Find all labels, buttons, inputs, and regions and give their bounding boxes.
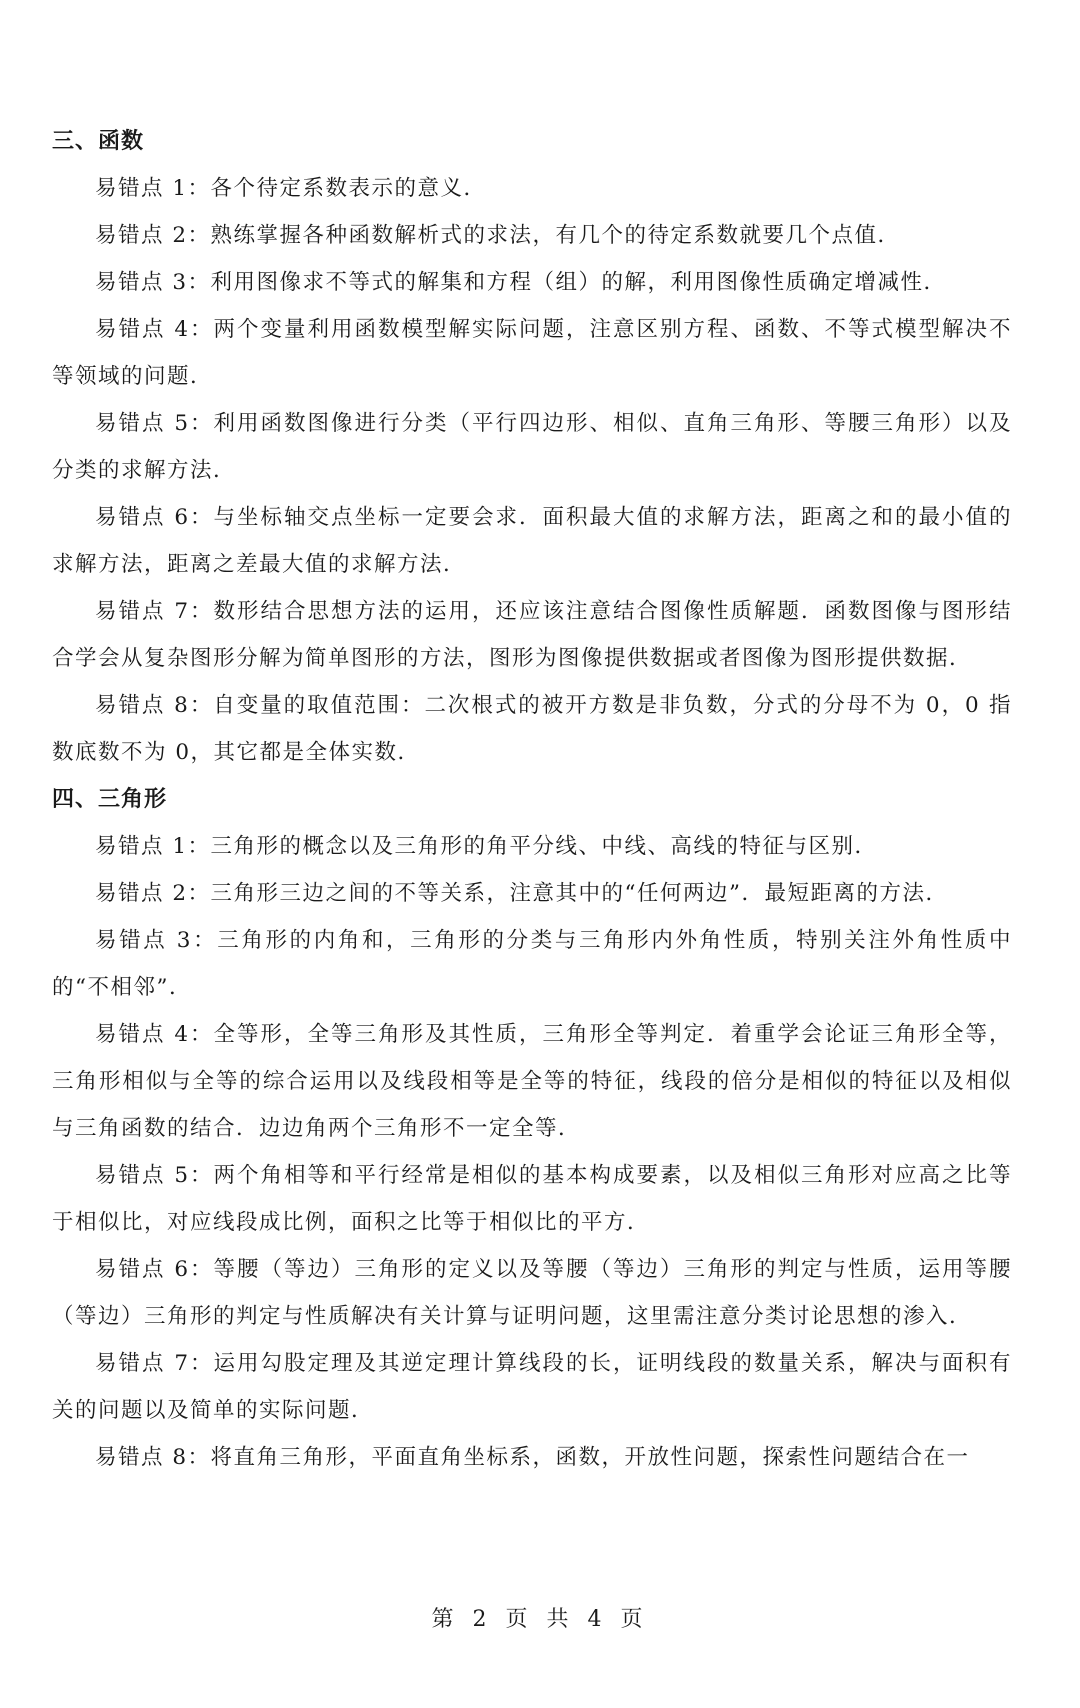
item-text: 将直角三角形，平面直角坐标系，函数，开放性问题，探索性问题结合在一	[210, 1445, 970, 1470]
list-item	[52, 165, 1012, 212]
item-text: 数形结合思想方法的运用，还应该注意结合图像性质解题．函数图像与图形结合学会从复杂图形分解为简单图形的方法，图形为图像提供数据或者图像为图形提供数据．	[52, 599, 1012, 671]
list-item	[52, 682, 1012, 776]
list-item	[52, 212, 1012, 259]
item-label: 易错点 1：	[95, 834, 211, 859]
list-item	[52, 306, 1012, 400]
item-label: 易错点 1：	[95, 176, 211, 201]
list-item	[52, 1434, 1012, 1481]
list-item	[52, 1340, 1012, 1434]
item-text: 三角形的概念以及三角形的角平分线、中线、高线的特征与区别．	[210, 834, 878, 859]
item-label: 易错点 5：	[95, 1163, 214, 1188]
item-label: 易错点 7：	[95, 599, 214, 624]
list-item	[52, 400, 1012, 494]
section-heading: 四、三角形	[52, 787, 168, 812]
list-item	[52, 870, 1012, 917]
item-text: 等腰（等边）三角形的定义以及等腰（等边）三角形的判定与性质，运用等腰（等边）三角形的判定与性质解决有关计算与证明问题，这里需注意分类讨论思想的渗入．	[52, 1257, 1012, 1329]
item-text: 两个变量利用函数模型解实际问题，注意区别方程、函数、不等式模型解决不等领域的问题．	[52, 317, 1012, 389]
item-label: 易错点 8：	[95, 1445, 211, 1470]
item-label: 易错点 4：	[95, 317, 214, 342]
section-heading: 三、函数	[52, 129, 145, 154]
list-item	[52, 823, 1012, 870]
item-label: 易错点 2：	[95, 223, 211, 248]
item-text: 利用图像求不等式的解集和方程（组）的解，利用图像性质确定增减性．	[210, 270, 947, 295]
item-label: 易错点 4：	[95, 1022, 214, 1047]
item-text: 全等形，全等三角形及其性质，三角形全等判定．着重学会论证三角形全等，三角形相似与全等的综合运用以及线段相等是全等的特征，线段的倍分是相似的特征以及相似与三角函数的结合．边边角两个三角形不一定全等．	[52, 1022, 1012, 1141]
item-label: 易错点 2：	[95, 881, 211, 906]
item-label: 易错点 6：	[95, 505, 214, 530]
item-label: 易错点 6：	[95, 1257, 214, 1282]
list-item	[52, 259, 1012, 306]
list-item	[52, 1011, 1012, 1152]
item-text: 各个待定系数表示的意义．	[210, 176, 487, 201]
item-text: 自变量的取值范围：二次根式的被开方数是非负数，分式的分母不为 0，0 指数底数不为 0，其它都是全体实数．	[52, 693, 1013, 765]
item-label: 易错点 8：	[95, 693, 214, 718]
list-item	[52, 1246, 1012, 1340]
list-item	[52, 588, 1012, 682]
page-number-footer: 第 2 页 共 4 页	[431, 1607, 649, 1632]
item-label: 易错点 3：	[95, 270, 211, 295]
list-item	[52, 1152, 1012, 1246]
section-functions	[52, 118, 1012, 776]
item-text: 利用函数图像进行分类（平行四边形、相似、直角三角形、等腰三角形）以及分类的求解方法．	[52, 411, 1012, 483]
item-label: 易错点 3：	[95, 928, 218, 953]
item-label: 易错点 7：	[95, 1351, 214, 1376]
item-text: 三角形三边之间的不等关系，注意其中的“任何两边”．最短距离的方法．	[210, 881, 949, 906]
list-item	[52, 917, 1012, 1011]
section-triangles	[52, 776, 1012, 1481]
page-content	[52, 118, 1012, 1481]
item-label: 易错点 5：	[95, 411, 214, 436]
item-text: 运用勾股定理及其逆定理计算线段的长，证明线段的数量关系，解决与面积有关的问题以及简单的实际问题．	[52, 1351, 1012, 1423]
item-text: 三角形的内角和，三角形的分类与三角形内外角性质，特别关注外角性质中的“不相邻”．	[52, 928, 1013, 1000]
item-text: 两个角相等和平行经常是相似的基本构成要素，以及相似三角形对应高之比等于相似比，对应线段成比例，面积之比等于相似比的平方．	[52, 1163, 1012, 1235]
list-item	[52, 494, 1012, 588]
item-text: 熟练掌握各种函数解析式的求法，有几个的待定系数就要几个点值．	[210, 223, 901, 248]
item-text: 与坐标轴交点坐标一定要会求．面积最大值的求解方法，距离之和的最小值的求解方法，距离之差最大值的求解方法．	[52, 505, 1012, 577]
